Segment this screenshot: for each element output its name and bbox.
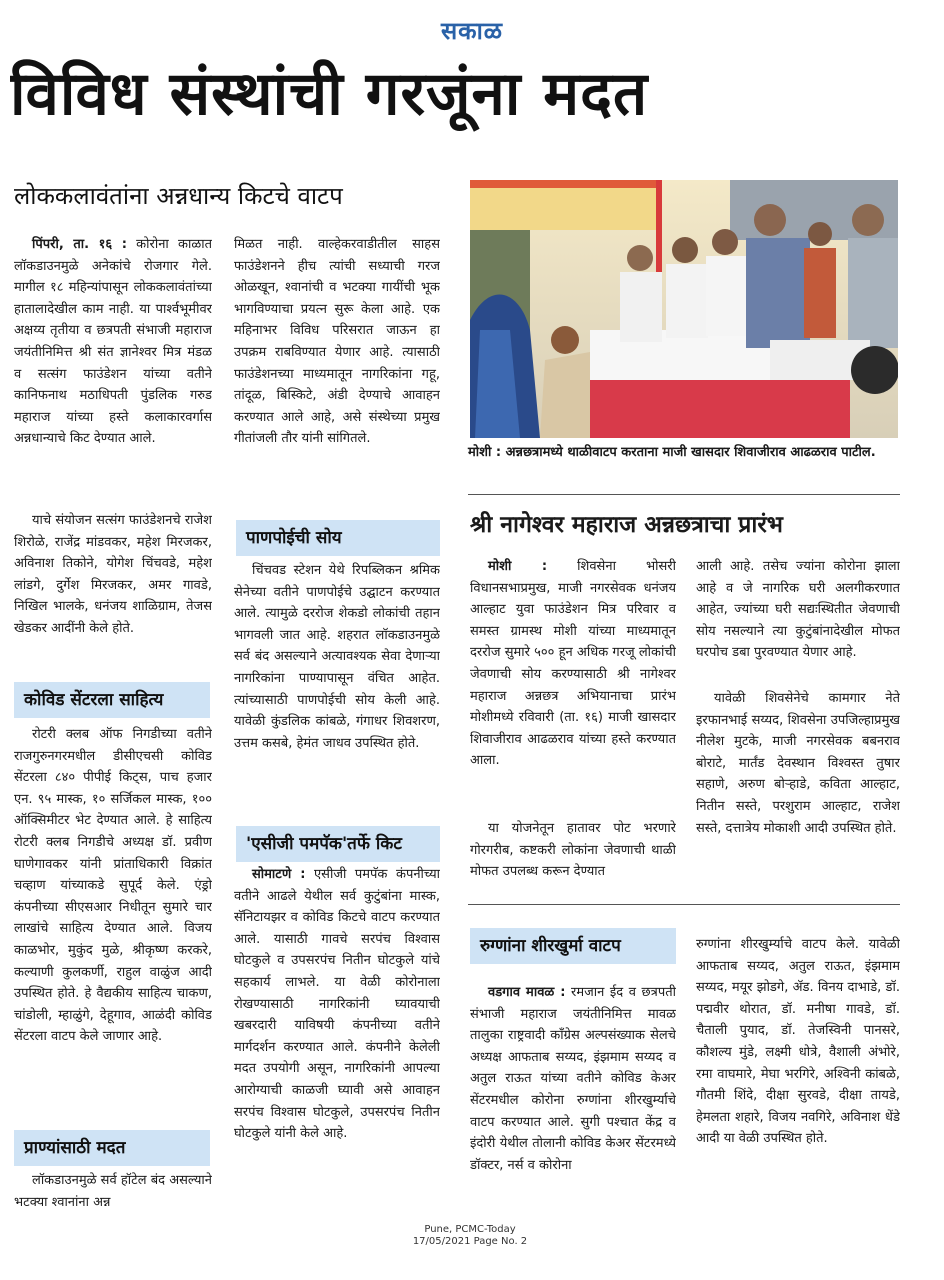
animal-help-text-col1	[14, 1170, 212, 1216]
water-booth-paragraph: चिंचवड स्टेशन येथे रिपब्लिकन श्रमिक सेनेच्या वतीने पाणपोईचे उद्घाटन करण्यात आले. त्यामुळे दररोज शेकडो लोकांची तहान भागवली जात आहे. शहरात लॉकडाउनमुळे सर्व बंद असल्याने अत्यावश्यक सेवा देणाऱ्या नागरिकांना पाण्यापासून वंचित आहेत. त्यांच्यासाठी पाणपोईची सोय केली आहे. यावेळी कुंडलिक कांबळे, गंगाधर शिवशरण, उत्तम कसबे, हेमंत जाधव उपस्थित होते.	[234, 563, 440, 751]
story3-text-col2	[696, 934, 900, 1216]
page-footer	[380, 1224, 560, 1248]
story1-paragraph2: याचे संयोजन सत्संग फाउंडेशनचे राजेश शिरोळे, राजेंद्र मांडवकर, महेश मिरजकर, अविनाश तिकोने, योगेश चिंचवडे, महेश लांडगे, दुर्गेश मिरजकर, अमर गावडे, निखिल भालके, धनंजय शाळिग्राम, तेजस खेडकर आदींनी केले होते.	[14, 513, 212, 636]
covid-centre-text	[14, 724, 212, 1116]
story1-subheading: लोककलावंतांना अन्नधान्य किटचे वाटप	[14, 182, 343, 210]
section-heading-water-booth: पाणपोईची सोय	[236, 520, 440, 556]
section-heading-covid-centre: कोविड सेंटरला साहित्य	[14, 682, 210, 718]
sg-pampack-text	[234, 864, 440, 1214]
water-booth-text	[234, 560, 440, 810]
news-photo-food-distribution	[470, 180, 898, 438]
divider-rule	[468, 494, 900, 495]
story2-paragraph3: आली आहे. तसेच ज्यांना कोरोना झाला आहे व जे नागरिक घरी अलगीकरणात आहेत, ज्यांच्या घरी सद्यःस्थितीत जेवणाची सोय नसल्याने त्या कुटुंबांनादेखील मोफत घरपोच डबा पुरवण्यात येणार आहे.	[696, 559, 900, 661]
story2-dateline: मोशी :	[488, 559, 548, 574]
divider-rule	[468, 904, 900, 905]
sg-dateline: सोमाटणे :	[252, 867, 306, 882]
story3-paragraph1: रमजान ईद व छत्रपती संभाजी महाराज जयंतीनिमित्त मावळ तालुका राष्ट्रवादी काँग्रेस अल्पसंख्याक सेलचे अध्यक्ष आफताब सय्यद, इंझमाम सय्यद व अतुल राऊत यांच्या वतीने कोविड केअर सेंटरमधील कोरोना रुग्णांना शीरखुर्म्याचे वाटप करण्यात आले. सुगी पश्चात केंद्र व इंदोरी येथील तोलानी कोविड केअर सेंटरमध्ये डॉक्टर, नर्स व कोरोना	[470, 985, 676, 1173]
masthead-logo: सकाळ	[440, 17, 504, 45]
story2-heading: श्री नागेश्वर महाराज अन्नछत्राचा प्रारंभ	[470, 512, 783, 538]
animal-help-paragraph-cont: मिळत नाही. वाल्हेकरवाडीतील साहस फाउंडेशनने हीच त्यांची सध्याची गरज ओळखून, श्वानांची व भटक्या गायींची भूक भागविण्याचा प्रयत्न सुरू केला आहे. एक महिनाभर विविध परिसरात जाऊन हा उपक्रम राबविण्यात येणार आहे. त्यासाठी फाउंडेशनच्या माध्यमातून नागरिकांना गहू, तांदूळ, बिस्किटे, अंडी देण्याचे आवाहन करण्यात आले आहे, असे संस्थेच्या प्रमुख गीतांजली तौर यांनी सांगितले.	[234, 237, 440, 447]
section-heading-sg-pampack: 'एसीजी पमपॅक'तर्फे किट	[236, 826, 440, 862]
story3-paragraph2: रुग्णांना शीरखुर्म्याचे वाटप केले. यावेळी आफताब सय्यद, अतुल राऊत, इंझमाम सय्यद, मयूर झोडगे, ॲड. विनय दाभाडे, डॉ. पद्मवीर थोरात, डॉ. मनीषा गावडे, डॉ. चैताली पुयाद, डॉ. तेजस्विनी पानसरे, कौशल्य मुंडे, लक्ष्मी धोत्रे, वैशाली अंभोरे, रमा वाघमारे, मेघा भरगिरे, अश्विनी कांबळे, गौतमी शिंदे, दीक्षा सुरवडे, दीक्षा तायडे, हेमलता शहारे, विजय नवगिरे, अविनाश धेंडे आदी या वेळी उपस्थित होते.	[696, 937, 900, 1147]
footer-date-page: 17/05/2021 Page No. 2	[412, 1236, 528, 1247]
story2-text-col2	[696, 556, 900, 686]
story2-paragraph4: यावेळी शिवसेनेचे कामगार नेते इरफानभाई सय्यद, शिवसेना उपजिल्हाप्रमुख नीलेश मुटके, माजी नगरसेवक बबनराव बोराटे, मार्तंड देवस्थान विश्वस्त तुषार सहाणे, अरुण बोऱ्हाडे, कविता आल्हाट, नितीन सस्ते, परशुराम आल्हाट, राजेश सस्ते, दत्तात्रेय मोकाशी आदी उपस्थित होते.	[696, 691, 900, 836]
story1-text-col1	[14, 234, 212, 486]
story2-paragraph1: शिवसेना भोसरी विधानसभाप्रमुख, माजी नगरसेवक धनंजय आल्हाट युवा फाउंडेशन मित्र परिवार व समस्त ग्रामस्थ मोशी यांच्या माध्यमातून दररोज सुमारे ५०० हून अधिक गरजू लोकांची जेवणाची सोय करण्यासाठी श्री नागेश्वर महाराज अन्नछत्र अभियानाचा प्रारंभ मोशीमध्ये रविवारी (ता. १६) माजी खासदार शिवाजीराव आढळराव यांच्या हस्ते करण्यात आला.	[470, 559, 676, 769]
sg-paragraph: एसीजी पमपॅक कंपनीच्या वतीने आढले येथील सर्व कुटुंबांना मास्क, सॅनिटायझर व कोविड किटचे वाटप करण्यात आले. यासाठी गावचे सरपंच विश्वास घोटकुले व उपसरपंच नितीन घोटकुले यांचे सहकार्य लाभले. या वेळी कोरोनाला रोखण्यासाठी नागरिकांनी घ्यावयाची खबरदारी याविषयी कंपनीच्या वतीने मार्गदर्शन करण्यात आले. कंपनीने केलेली मदत उपयोगी असून, नागरिकांनी आपल्या आरोग्याची काळजी घ्यावी असे आवाहन सरपंच विश्वास घोटकुले, उपसरपंच नितीन घोटकुले यांनी केले आहे.	[234, 867, 440, 1142]
story3-dateline: वडगाव मावळ :	[488, 985, 566, 1000]
story1-text-col1b	[14, 510, 212, 666]
covid-centre-paragraph: रोटरी क्लब ऑफ निगडीच्या वतीने राजगुरुनगरमधील डीसीएचसी कोविड सेंटरला ८४० पीपीई किट्स, पाच हजार एन. ९५ मास्क, १० सर्जिकल मास्क, १०० ऑक्सिमीटर भेट देण्यात आले. हे साहित्य रोटरी क्लब निगडीचे अध्यक्ष डॉ. प्रवीण घाणेगावकर यांनी प्रांताधिकारी विक्रांत चव्हाण यांच्याकडे सुपूर्द केले. एंड्रो कंपनीच्या सीएसआर निधीतून सुमारे चार लाखांचे साहित्य देण्यात आले. विजय काळभोर, मुकुंद मुळे, श्रीकृष्ण करकरे, कल्याणी कुलकर्णी, राहुल वाळुंज आदी उपस्थित होते. हे वैद्यकीय साहित्य चाकण, चांडोली, म्हाळुंगे, देहूगाव, आळंदी कोविड सेंटरला वाटप केले जाणार आहे.	[14, 727, 212, 1045]
story1-paragraph1: कोरोना काळात लॉकडाउनमुळे अनेकांचे रोजगार गेले. मागील १८ महिन्यांपासून लोककलावंतांच्या हातालादेखील काम नाही. या पार्श्वभूमीवर अक्षय्य तृतीया व छत्रपती संभाजी महाराज जयंतीनिमित्त श्री संत ज्ञानेश्वर मित्र मंडळ व सत्संग फाउंडेशन यांच्या वतीने कानिफनाथ मठाधिपती पुंडलिक गरुड महाराज यांच्या हस्ते कलाकारवर्गास अन्नधान्याचे किट देण्यात आले.	[14, 237, 212, 447]
footer-edition: Pune, PCMC-Today	[424, 1224, 516, 1235]
animal-help-paragraph-start: लॉकडाउनमुळे सर्व हॉटेल बंद असल्याने भटक्या श्वानांना अन्न	[14, 1173, 212, 1210]
page-headline: विविध संस्थांची गरजूंना मदत	[10, 59, 649, 129]
story2-paragraph2: या योजनेतून हातावर पोट भरणारे गोरगरीब, कष्टकरी लोकांना जेवणाची थाळी मोफत उपलब्ध करून देण्यात	[470, 821, 676, 880]
animal-help-text-col2	[234, 234, 440, 508]
story2-text-col2b	[696, 688, 900, 886]
photo-caption: मोशी : अन्नछत्रामध्ये थाळीवाटप करताना माजी खासदार शिवाजीराव आढळराव पाटील.	[468, 445, 876, 460]
section-heading-sheerkhurma: रुग्णांना शीरखुर्मा वाटप	[470, 928, 676, 964]
story2-text-col1	[470, 556, 676, 814]
story3-text-col1	[470, 982, 676, 1214]
story2-text-col1b	[470, 818, 676, 886]
section-heading-animal-help: प्राण्यांसाठी मदत	[14, 1130, 210, 1166]
story1-dateline: पिंपरी, ता. १६ :	[32, 237, 127, 252]
